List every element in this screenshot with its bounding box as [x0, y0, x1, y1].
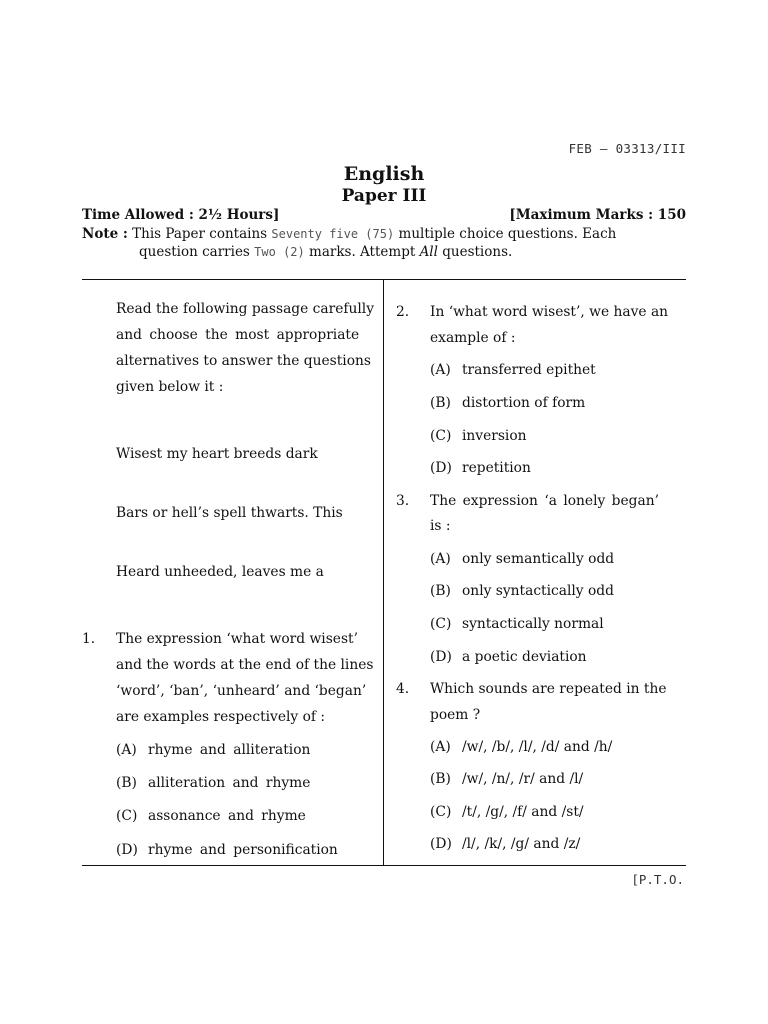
note-text: question carries	[139, 244, 250, 260]
poem-line: Bars or hell’s spell thwarts. This	[116, 505, 343, 521]
option-text: transferred epithet	[462, 362, 596, 378]
maximum-marks: [Maximum Marks : 150	[509, 207, 686, 223]
note-line-1	[82, 225, 688, 243]
option-key: (D)	[430, 836, 452, 852]
question-number: 3.	[396, 493, 410, 509]
option-text: rhyme and alliteration	[148, 742, 311, 758]
question-text: In ‘what word wisest’, we have an	[430, 304, 669, 320]
option-key: (C)	[430, 804, 452, 820]
question-text: poem ?	[430, 707, 481, 723]
question-text: are examples respectively of :	[116, 709, 326, 725]
question-number: 2.	[396, 304, 410, 320]
paper-code: FEB – 03313/III	[568, 141, 686, 156]
option-text: a poetic deviation	[462, 649, 587, 665]
question-number: 1.	[82, 631, 96, 647]
option-key: (C)	[430, 616, 452, 632]
option-key: (C)	[430, 428, 452, 444]
intro-line: Read the following passage carefully	[116, 301, 374, 317]
option-key: (D)	[116, 842, 138, 858]
option-text: inversion	[462, 428, 527, 444]
option-text: only semantically odd	[462, 551, 615, 567]
question-text: ‘word’, ‘ban’, ‘unheard’ and ‘began’	[116, 683, 367, 699]
option-key: (B)	[430, 771, 451, 787]
option-key: (B)	[430, 583, 451, 599]
option-text: distortion of form	[462, 395, 586, 411]
option-key: (A)	[430, 739, 451, 755]
question-text: example of :	[430, 330, 516, 346]
option-text: /w/, /n/, /r/ and /l/	[462, 771, 584, 787]
option-text: only syntactically odd	[462, 583, 614, 599]
note-line-2	[82, 243, 688, 261]
option-text: /t/, /g/, /f/ and /st/	[462, 804, 584, 820]
column-divider	[383, 280, 384, 865]
bottom-divider	[82, 865, 686, 866]
intro-line: and choose the most appropriate	[116, 327, 360, 343]
option-text: assonance and rhyme	[148, 808, 306, 824]
instructions-note	[82, 225, 688, 261]
option-text: rhyme and personification	[148, 842, 338, 858]
option-key: (D)	[430, 460, 452, 476]
page-title: English	[343, 163, 425, 185]
top-divider	[82, 279, 686, 280]
intro-line: given below it :	[116, 379, 224, 395]
question-text: The expression ‘what word wisest’	[116, 631, 358, 647]
option-key: (B)	[116, 775, 137, 791]
note-question-count: Seventy five (75)	[271, 227, 395, 241]
note-marks-count: Two (2)	[254, 245, 305, 259]
option-key: (A)	[430, 551, 451, 567]
note-text: multiple choice questions. Each	[398, 226, 617, 242]
poem-line: Heard unheeded, leaves me a	[116, 564, 324, 580]
note-text: questions.	[442, 244, 513, 260]
question-text: Which sounds are repeated in the	[430, 681, 667, 697]
note-emphasis: All	[419, 244, 438, 260]
question-text: is :	[430, 518, 451, 534]
option-key: (D)	[430, 649, 452, 665]
option-text: /l/, /k/, /g/ and /z/	[462, 836, 581, 852]
option-text: syntactically normal	[462, 616, 604, 632]
poem-line: Wisest my heart breeds dark	[116, 446, 318, 462]
option-text: alliteration and rhyme	[148, 775, 311, 791]
intro-line: alternatives to answer the questions	[116, 353, 371, 369]
option-key: (A)	[430, 362, 451, 378]
note-text: marks. Attempt	[309, 244, 416, 260]
option-text: repetition	[462, 460, 531, 476]
note-text: This Paper contains	[132, 226, 268, 242]
note-label: Note :	[82, 226, 128, 242]
time-allowed: Time Allowed : 2½ Hours]	[82, 207, 280, 223]
page-subtitle: Paper III	[341, 186, 427, 206]
option-key: (B)	[430, 395, 451, 411]
question-text: The expression ‘a lonely began’	[430, 493, 660, 509]
option-key: (A)	[116, 742, 137, 758]
option-text: /w/, /b/, /l/, /d/ and /h/	[462, 739, 613, 755]
option-key: (C)	[116, 808, 138, 824]
question-text: and the words at the end of the lines	[116, 657, 374, 673]
please-turn-over: [P.T.O.	[631, 872, 684, 887]
question-number: 4.	[396, 681, 410, 697]
